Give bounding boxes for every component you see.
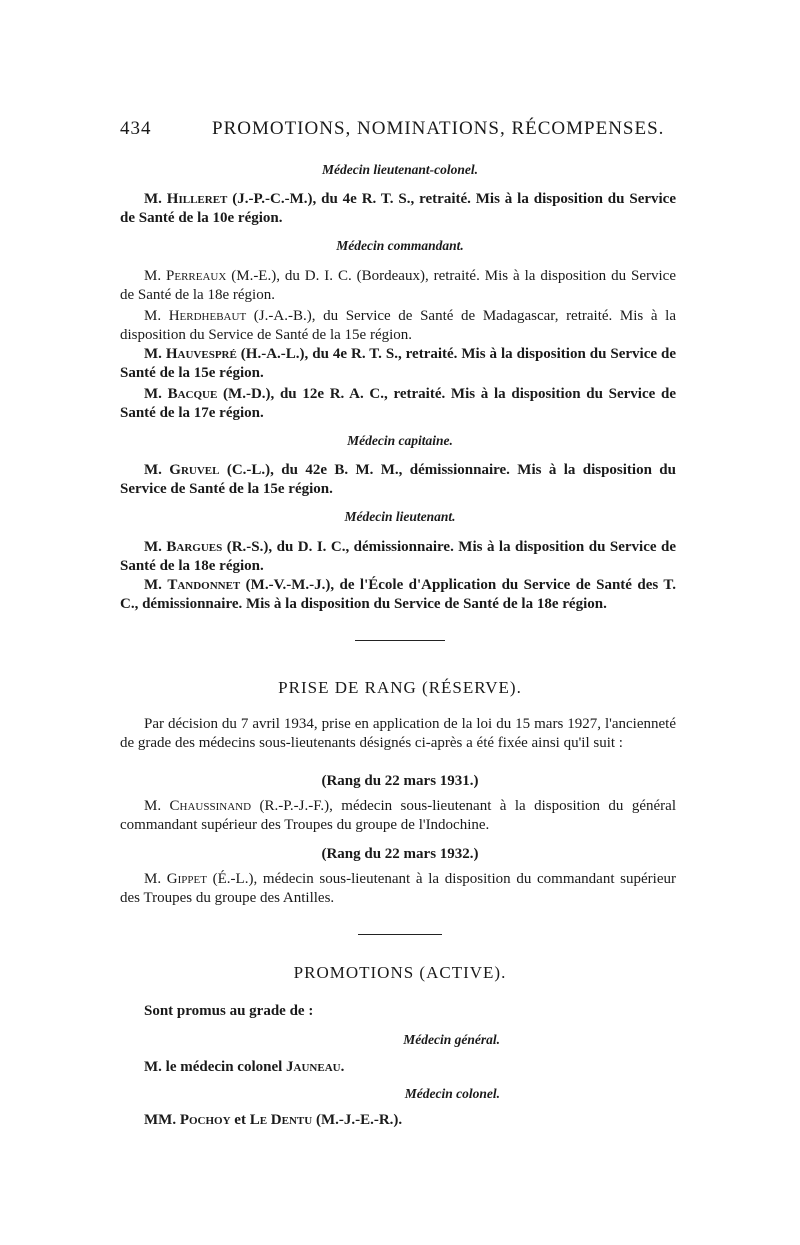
- entry-herdhebaut: M. Herdhebaut (J.-A.-B.), du Service de Santé de Madagascar, retraité. Mis à la disposition du Service de Santé de la 15e région.: [120, 308, 676, 343]
- surname: Chaussinand: [169, 798, 252, 814]
- surname: Jauneau: [286, 1059, 341, 1075]
- divider: [355, 640, 445, 641]
- surname: Bacque: [167, 386, 218, 402]
- page-number: 434: [120, 118, 152, 139]
- heading-capitaine: Médecin capitaine.: [347, 433, 453, 448]
- entry-pochoy-ledentu: MM. Pochoy et Le Dentu (M.-J.-E.-R.).: [144, 1112, 403, 1128]
- surname: Le Dentu: [249, 1112, 313, 1128]
- entry-chaussinand: M. Chaussinand (R.-P.-J.-F.), médecin sous-lieutenant à la disposition du général commandant supérieur des Troupes du groupe de l'Indochine.: [120, 798, 676, 833]
- rang-intro: Par décision du 7 avril 1934, prise en application de la loi du 15 mars 1927, l'ancienneté de grade des médecins sous-lieutenants désignés ci-après a été fixée ainsi qu'il suit :: [120, 716, 676, 751]
- heading-general: Médecin général.: [403, 1032, 500, 1047]
- entry-bargues: M. Bargues (R.-S.), du D. I. C., démissionnaire. Mis à la disposition du Service de Santé de la 18e région.: [120, 539, 676, 574]
- surname: Pochoy: [179, 1112, 231, 1128]
- surname: Gippet: [166, 871, 207, 887]
- entry-jauneau: M. le médecin colonel Jauneau.: [144, 1059, 345, 1075]
- rang-date-1931: (Rang du 22 mars 1931.): [321, 773, 479, 789]
- surname: Bargues: [166, 539, 223, 555]
- surname: Hilleret: [166, 191, 228, 207]
- entry-gippet: M. Gippet (É.-L.), médecin sous-lieutenant à la disposition du commandant supérieur des Troupes du groupe des Antilles.: [120, 871, 676, 906]
- promotions-intro: Sont promus au grade de :: [144, 1003, 314, 1019]
- surname: Gruvel: [169, 462, 220, 478]
- entry-gruvel: M. Gruvel (C.-L.), du 42e B. M. M., démissionnaire. Mis à la disposition du Service de Santé de la 15e région.: [120, 462, 676, 497]
- rang-date-1932: (Rang du 22 mars 1932.): [321, 846, 479, 862]
- running-title: PROMOTIONS, NOMINATIONS, RÉCOMPENSES.: [212, 118, 665, 139]
- section-title-prise-de-rang: PRISE DE RANG (RÉSERVE).: [278, 678, 522, 697]
- heading-lieutenant-colonel: Médecin lieutenant-colonel.: [322, 162, 478, 177]
- divider: [358, 934, 442, 935]
- heading-colonel: Médecin colonel.: [404, 1086, 500, 1101]
- heading-commandant: Médecin commandant.: [336, 238, 464, 253]
- surname: Perreaux: [166, 268, 227, 284]
- entry-hillerat: M. Hilleret (J.-P.-C.-M.), du 4e R. T. S., retraité. Mis à la disposition du Service de Santé de la 10e région.: [120, 191, 676, 226]
- entry-tandonnet: M. Tandonnet (M.-V.-M.-J.), de l'École d'Application du Service de Santé des T. C., démissionnaire. Mis à la disposition du Service de Santé de la 18e région.: [120, 577, 676, 612]
- heading-lieutenant: Médecin lieutenant.: [344, 509, 456, 524]
- entry-hauvespre: M. Hauvespré (H.-A.-L.), du 4e R. T. S., retraité. Mis à la disposition du Service de Santé de la 15e région.: [120, 346, 676, 381]
- section-title-promotions: PROMOTIONS (ACTIVE).: [293, 963, 507, 982]
- surname: Herdhebaut: [168, 308, 247, 324]
- surname: Hauvespré: [165, 346, 237, 362]
- surname: Tandonnet: [167, 577, 241, 593]
- entry-perreaux: M. Perreaux (M.-E.), du D. I. C. (Bordeaux), retraité. Mis à la disposition du Service de Santé de la 18e région.: [120, 268, 676, 303]
- entry-bacque: M. Bacque (M.-D.), du 12e R. A. C., retraité. Mis à la disposition du Service de Santé de la 17e région.: [120, 386, 676, 421]
